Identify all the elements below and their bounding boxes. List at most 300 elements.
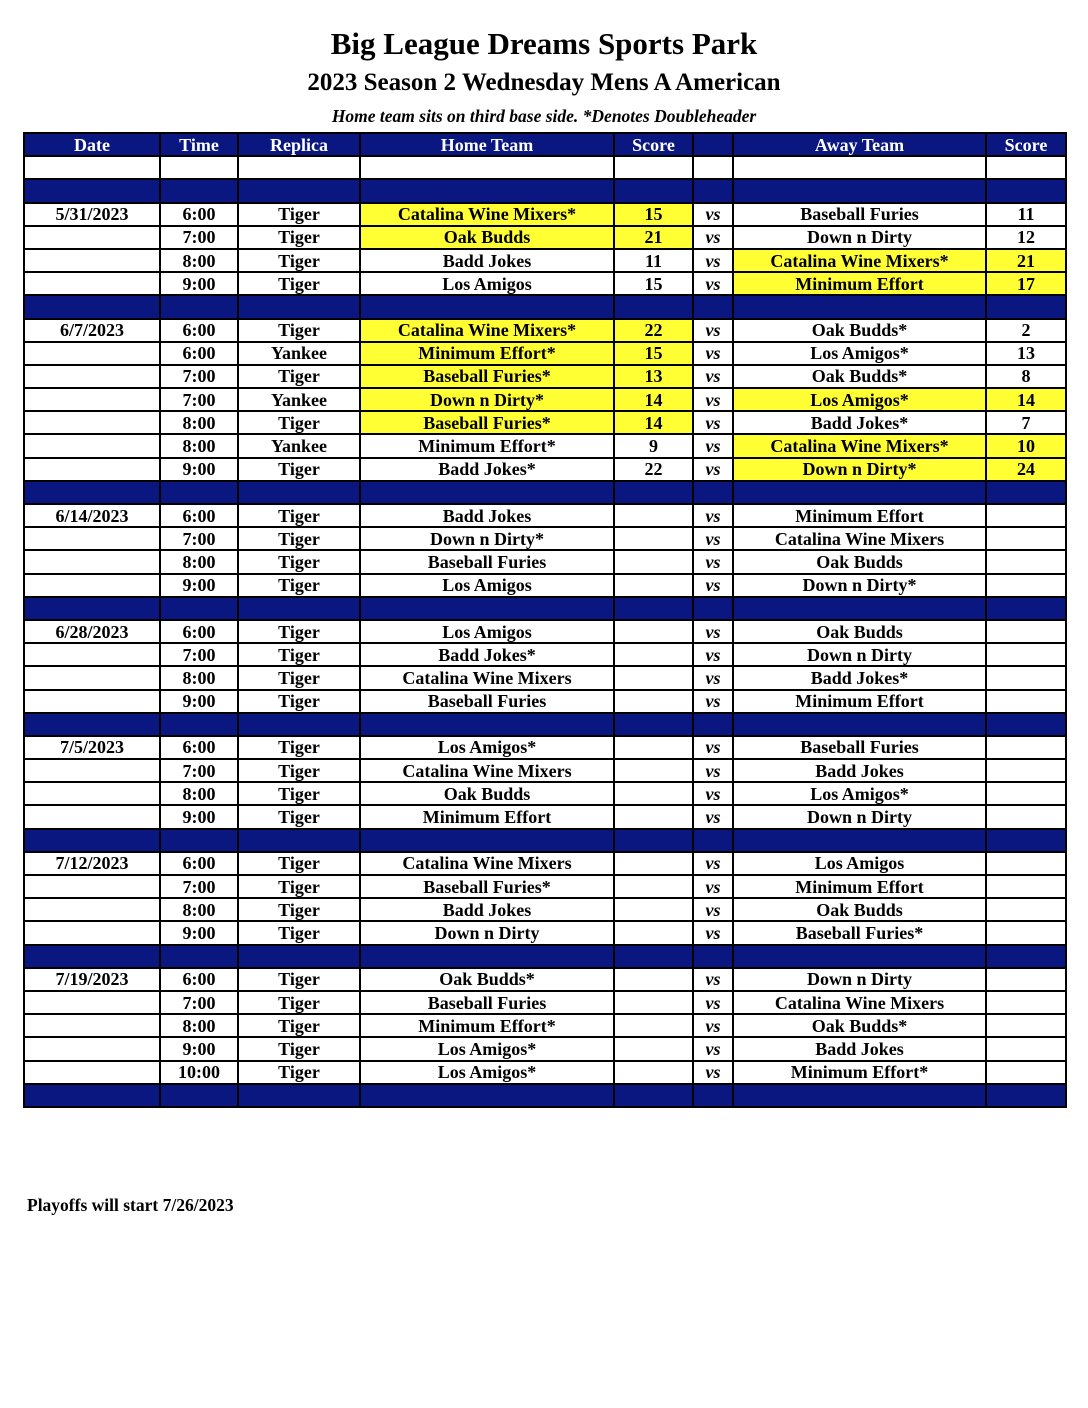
vs-cell: vs <box>693 434 733 457</box>
separator-cell <box>986 945 1066 968</box>
away-team-cell: Oak Budds* <box>733 365 986 388</box>
replica-cell: Tiger <box>238 527 360 550</box>
replica-cell: Tiger <box>238 272 360 295</box>
separator-row <box>24 295 1066 318</box>
separator-cell <box>160 295 238 318</box>
schedule-body <box>24 156 1066 1107</box>
away-score-cell: 17 <box>986 272 1066 295</box>
table-row <box>24 434 1066 457</box>
home-score-cell <box>614 527 693 550</box>
table-row <box>24 411 1066 434</box>
separator-cell <box>160 829 238 852</box>
time-cell: 8:00 <box>160 666 238 689</box>
home-score-cell <box>614 574 693 597</box>
date-cell: 7/19/2023 <box>24 968 160 991</box>
vs-cell: vs <box>693 388 733 411</box>
away-score-cell <box>986 898 1066 921</box>
replica-cell: Tiger <box>238 458 360 481</box>
date-cell <box>24 156 160 179</box>
replica-cell: Tiger <box>238 411 360 434</box>
away-score-cell: 8 <box>986 365 1066 388</box>
home-team-cell: Down n Dirty <box>360 921 614 944</box>
replica-cell: Tiger <box>238 875 360 898</box>
away-score-cell <box>986 690 1066 713</box>
time-cell: 6:00 <box>160 342 238 365</box>
date-cell <box>24 1014 160 1037</box>
table-row <box>24 620 1066 643</box>
vs-cell: vs <box>693 411 733 434</box>
away-team-cell: Badd Jokes* <box>733 411 986 434</box>
separator-cell <box>24 713 160 736</box>
schedule-note: Home team sits on third base side. *Denotes Doubleheader <box>331 106 757 126</box>
separator-cell <box>24 945 160 968</box>
table-row <box>24 342 1066 365</box>
separator-cell <box>238 179 360 202</box>
separator-row <box>24 179 1066 202</box>
vs-cell: vs <box>693 805 733 828</box>
time-cell: 8:00 <box>160 898 238 921</box>
away-score-cell: 14 <box>986 388 1066 411</box>
vs-cell: vs <box>693 643 733 666</box>
separator-cell <box>360 829 614 852</box>
away-team-cell: Badd Jokes <box>733 1037 986 1060</box>
time-cell: 9:00 <box>160 272 238 295</box>
vs-cell: vs <box>693 921 733 944</box>
away-team-cell: Catalina Wine Mixers* <box>733 434 986 457</box>
replica-cell <box>238 156 360 179</box>
separator-cell <box>693 179 733 202</box>
time-cell: 7:00 <box>160 527 238 550</box>
away-score-cell <box>986 782 1066 805</box>
separator-cell <box>24 295 160 318</box>
away-team-cell <box>733 156 986 179</box>
away-score-cell <box>986 1037 1066 1060</box>
replica-cell: Tiger <box>238 1061 360 1084</box>
vs-cell: vs <box>693 1061 733 1084</box>
vs-cell: vs <box>693 203 733 226</box>
time-cell: 7:00 <box>160 643 238 666</box>
away-score-cell <box>986 968 1066 991</box>
vs-cell: vs <box>693 968 733 991</box>
away-team-cell: Down n Dirty* <box>733 458 986 481</box>
away-team-cell: Oak Budds* <box>733 1014 986 1037</box>
separator-cell <box>733 481 986 504</box>
replica-cell: Yankee <box>238 434 360 457</box>
home-team-cell: Baseball Furies* <box>360 875 614 898</box>
vs-cell: vs <box>693 620 733 643</box>
separator-cell <box>24 1084 160 1107</box>
replica-cell: Tiger <box>238 1014 360 1037</box>
vs-cell: vs <box>693 272 733 295</box>
playoffs-note: Playoffs will start 7/26/2023 <box>27 1195 234 1215</box>
separator-cell <box>733 597 986 620</box>
away-score-cell <box>986 1014 1066 1037</box>
replica-cell: Yankee <box>238 388 360 411</box>
table-row <box>24 666 1066 689</box>
home-team-cell: Los Amigos* <box>360 1037 614 1060</box>
table-row <box>24 574 1066 597</box>
replica-cell: Tiger <box>238 852 360 875</box>
replica-cell: Tiger <box>238 736 360 759</box>
home-score-cell <box>614 968 693 991</box>
away-score-cell: 24 <box>986 458 1066 481</box>
vs-cell: vs <box>693 852 733 875</box>
replica-cell: Tiger <box>238 620 360 643</box>
date-cell <box>24 921 160 944</box>
away-team-cell: Down n Dirty <box>733 643 986 666</box>
home-score-cell <box>614 736 693 759</box>
table-row <box>24 852 1066 875</box>
table-row <box>24 782 1066 805</box>
home-team-cell: Baseball Furies <box>360 991 614 1014</box>
away-team-cell: Los Amigos* <box>733 782 986 805</box>
away-team-cell: Minimum Effort <box>733 875 986 898</box>
home-score-cell <box>614 666 693 689</box>
separator-cell <box>160 713 238 736</box>
away-team-cell: Catalina Wine Mixers <box>733 527 986 550</box>
away-score-cell: 21 <box>986 249 1066 272</box>
table-row <box>24 458 1066 481</box>
vs-cell: vs <box>693 782 733 805</box>
away-team-cell: Badd Jokes* <box>733 666 986 689</box>
home-score-cell <box>614 690 693 713</box>
home-team-cell: Down n Dirty* <box>360 388 614 411</box>
separator-cell <box>360 945 614 968</box>
date-cell <box>24 574 160 597</box>
home-score-cell <box>614 875 693 898</box>
away-team-cell: Baseball Furies* <box>733 921 986 944</box>
separator-cell <box>238 597 360 620</box>
time-cell: 7:00 <box>160 226 238 249</box>
separator-row <box>24 829 1066 852</box>
home-score-cell <box>614 550 693 573</box>
vs-cell: vs <box>693 574 733 597</box>
table-row <box>24 968 1066 991</box>
table-row <box>24 690 1066 713</box>
away-score-cell: 11 <box>986 203 1066 226</box>
away-team-cell: Baseball Furies <box>733 203 986 226</box>
away-score-cell <box>986 666 1066 689</box>
away-score-cell <box>986 574 1066 597</box>
home-score-cell: 21 <box>614 226 693 249</box>
date-cell <box>24 991 160 1014</box>
separator-cell <box>693 597 733 620</box>
separator-cell <box>733 1084 986 1107</box>
home-score-cell: 15 <box>614 342 693 365</box>
home-team-cell: Oak Budds <box>360 782 614 805</box>
table-row <box>24 156 1066 179</box>
time-cell: 6:00 <box>160 620 238 643</box>
home-team-cell: Catalina Wine Mixers <box>360 666 614 689</box>
vs-cell: vs <box>693 504 733 527</box>
away-team-cell: Minimum Effort <box>733 504 986 527</box>
home-team-cell: Oak Budds <box>360 226 614 249</box>
time-cell: 6:00 <box>160 736 238 759</box>
away-score-cell <box>986 875 1066 898</box>
separator-cell <box>614 481 693 504</box>
replica-cell: Tiger <box>238 968 360 991</box>
date-cell <box>24 666 160 689</box>
col-home-team: Home Team <box>360 133 614 156</box>
date-cell: 6/14/2023 <box>24 504 160 527</box>
replica-cell: Tiger <box>238 921 360 944</box>
table-row <box>24 1014 1066 1037</box>
date-cell <box>24 550 160 573</box>
date-cell <box>24 388 160 411</box>
away-score-cell: 7 <box>986 411 1066 434</box>
vs-cell: vs <box>693 1014 733 1037</box>
away-score-cell <box>986 643 1066 666</box>
home-score-cell: 22 <box>614 458 693 481</box>
separator-cell <box>238 829 360 852</box>
col-date: Date <box>24 133 160 156</box>
home-team-cell: Down n Dirty* <box>360 527 614 550</box>
replica-cell: Tiger <box>238 759 360 782</box>
date-cell <box>24 898 160 921</box>
away-team-cell: Catalina Wine Mixers <box>733 991 986 1014</box>
separator-cell <box>238 481 360 504</box>
replica-cell: Tiger <box>238 782 360 805</box>
date-cell <box>24 690 160 713</box>
separator-cell <box>160 945 238 968</box>
table-row <box>24 805 1066 828</box>
table-row <box>24 249 1066 272</box>
table-row <box>24 875 1066 898</box>
vs-cell: vs <box>693 319 733 342</box>
col-home-score: Score <box>614 133 693 156</box>
home-team-cell: Minimum Effort <box>360 805 614 828</box>
date-cell <box>24 458 160 481</box>
home-score-cell: 14 <box>614 411 693 434</box>
separator-cell <box>238 1084 360 1107</box>
vs-cell: vs <box>693 226 733 249</box>
col-time: Time <box>160 133 238 156</box>
separator-cell <box>360 1084 614 1107</box>
home-score-cell <box>614 898 693 921</box>
col-replica: Replica <box>238 133 360 156</box>
home-team-cell: Minimum Effort* <box>360 434 614 457</box>
table-row <box>24 226 1066 249</box>
replica-cell: Tiger <box>238 1037 360 1060</box>
home-team-cell: Badd Jokes* <box>360 643 614 666</box>
date-cell: 7/12/2023 <box>24 852 160 875</box>
replica-cell: Tiger <box>238 643 360 666</box>
table-row <box>24 898 1066 921</box>
separator-cell <box>986 179 1066 202</box>
home-score-cell <box>614 504 693 527</box>
col-away-score: Score <box>986 133 1066 156</box>
separator-cell <box>614 1084 693 1107</box>
vs-cell: vs <box>693 991 733 1014</box>
time-cell: 8:00 <box>160 411 238 434</box>
time-cell: 7:00 <box>160 875 238 898</box>
table-row <box>24 388 1066 411</box>
home-score-cell <box>614 852 693 875</box>
time-cell <box>160 156 238 179</box>
separator-cell <box>238 295 360 318</box>
replica-cell: Tiger <box>238 319 360 342</box>
time-cell: 9:00 <box>160 458 238 481</box>
time-cell: 7:00 <box>160 388 238 411</box>
separator-cell <box>160 1084 238 1107</box>
away-team-cell: Minimum Effort <box>733 272 986 295</box>
separator-cell <box>360 713 614 736</box>
time-cell: 6:00 <box>160 852 238 875</box>
home-score-cell <box>614 759 693 782</box>
separator-row <box>24 481 1066 504</box>
away-team-cell: Oak Budds <box>733 620 986 643</box>
home-team-cell: Badd Jokes <box>360 504 614 527</box>
vs-cell: vs <box>693 365 733 388</box>
home-team-cell: Baseball Furies* <box>360 365 614 388</box>
date-cell <box>24 527 160 550</box>
away-team-cell: Minimum Effort* <box>733 1061 986 1084</box>
page-subtitle: 2023 Season 2 Wednesday Mens A American <box>307 69 781 96</box>
separator-cell <box>614 295 693 318</box>
table-row <box>24 759 1066 782</box>
date-cell: 7/5/2023 <box>24 736 160 759</box>
away-score-cell <box>986 991 1066 1014</box>
separator-row <box>24 597 1066 620</box>
separator-cell <box>360 481 614 504</box>
separator-row <box>24 1084 1066 1107</box>
separator-row <box>24 713 1066 736</box>
date-cell <box>24 365 160 388</box>
replica-cell: Tiger <box>238 550 360 573</box>
home-score-cell <box>614 1037 693 1060</box>
separator-row <box>24 945 1066 968</box>
page-title: Big League Dreams Sports Park <box>330 26 758 61</box>
separator-cell <box>160 481 238 504</box>
time-cell: 6:00 <box>160 319 238 342</box>
away-score-cell: 10 <box>986 434 1066 457</box>
replica-cell: Tiger <box>238 203 360 226</box>
away-score-cell: 2 <box>986 319 1066 342</box>
separator-cell <box>693 713 733 736</box>
time-cell: 8:00 <box>160 782 238 805</box>
home-team-cell: Los Amigos <box>360 272 614 295</box>
replica-cell: Tiger <box>238 574 360 597</box>
separator-cell <box>986 713 1066 736</box>
home-team-cell: Minimum Effort* <box>360 342 614 365</box>
away-score-cell <box>986 156 1066 179</box>
home-score-cell: 15 <box>614 203 693 226</box>
home-team-cell: Catalina Wine Mixers <box>360 852 614 875</box>
home-team-cell: Badd Jokes <box>360 249 614 272</box>
table-row <box>24 365 1066 388</box>
home-score-cell <box>614 1014 693 1037</box>
home-team-cell: Badd Jokes* <box>360 458 614 481</box>
separator-cell <box>24 481 160 504</box>
table-row <box>24 504 1066 527</box>
time-cell: 8:00 <box>160 434 238 457</box>
separator-cell <box>614 945 693 968</box>
separator-cell <box>24 829 160 852</box>
away-team-cell: Catalina Wine Mixers* <box>733 249 986 272</box>
vs-cell: vs <box>693 458 733 481</box>
time-cell: 6:00 <box>160 203 238 226</box>
vs-cell: vs <box>693 736 733 759</box>
date-cell <box>24 1037 160 1060</box>
date-cell <box>24 249 160 272</box>
table-row <box>24 736 1066 759</box>
away-score-cell <box>986 550 1066 573</box>
vs-cell: vs <box>693 690 733 713</box>
separator-cell <box>986 1084 1066 1107</box>
separator-cell <box>693 295 733 318</box>
table-row <box>24 319 1066 342</box>
replica-cell: Tiger <box>238 805 360 828</box>
separator-cell <box>614 179 693 202</box>
header-row <box>24 133 1066 156</box>
separator-cell <box>614 597 693 620</box>
table-row <box>24 991 1066 1014</box>
time-cell: 9:00 <box>160 574 238 597</box>
replica-cell: Yankee <box>238 342 360 365</box>
home-team-cell: Baseball Furies <box>360 550 614 573</box>
table-row <box>24 1037 1066 1060</box>
date-cell: 5/31/2023 <box>24 203 160 226</box>
separator-cell <box>733 713 986 736</box>
date-cell <box>24 434 160 457</box>
home-score-cell: 14 <box>614 388 693 411</box>
away-team-cell: Oak Budds* <box>733 319 986 342</box>
date-cell <box>24 226 160 249</box>
time-cell: 9:00 <box>160 690 238 713</box>
date-cell <box>24 782 160 805</box>
home-team-cell: Oak Budds* <box>360 968 614 991</box>
away-team-cell: Down n Dirty* <box>733 574 986 597</box>
away-team-cell: Baseball Furies <box>733 736 986 759</box>
separator-cell <box>360 295 614 318</box>
separator-cell <box>986 295 1066 318</box>
away-team-cell: Oak Budds <box>733 550 986 573</box>
schedule-table <box>23 132 1067 1108</box>
away-score-cell: 13 <box>986 342 1066 365</box>
away-score-cell <box>986 620 1066 643</box>
separator-cell <box>693 1084 733 1107</box>
home-score-cell: 11 <box>614 249 693 272</box>
separator-cell <box>986 481 1066 504</box>
separator-cell <box>160 597 238 620</box>
time-cell: 9:00 <box>160 805 238 828</box>
separator-cell <box>693 945 733 968</box>
date-cell <box>24 272 160 295</box>
away-score-cell <box>986 852 1066 875</box>
replica-cell: Tiger <box>238 898 360 921</box>
date-cell <box>24 759 160 782</box>
away-score-cell <box>986 805 1066 828</box>
home-score-cell <box>614 805 693 828</box>
time-cell: 8:00 <box>160 249 238 272</box>
separator-cell <box>614 713 693 736</box>
away-score-cell <box>986 504 1066 527</box>
table-row <box>24 203 1066 226</box>
separator-cell <box>160 179 238 202</box>
separator-cell <box>693 829 733 852</box>
away-score-cell <box>986 527 1066 550</box>
separator-cell <box>733 945 986 968</box>
home-team-cell: Los Amigos <box>360 620 614 643</box>
table-row <box>24 1061 1066 1084</box>
separator-cell <box>614 829 693 852</box>
vs-cell: vs <box>693 527 733 550</box>
time-cell: 6:00 <box>160 504 238 527</box>
away-team-cell: Los Amigos* <box>733 342 986 365</box>
time-cell: 7:00 <box>160 365 238 388</box>
away-score-cell: 12 <box>986 226 1066 249</box>
replica-cell: Tiger <box>238 690 360 713</box>
